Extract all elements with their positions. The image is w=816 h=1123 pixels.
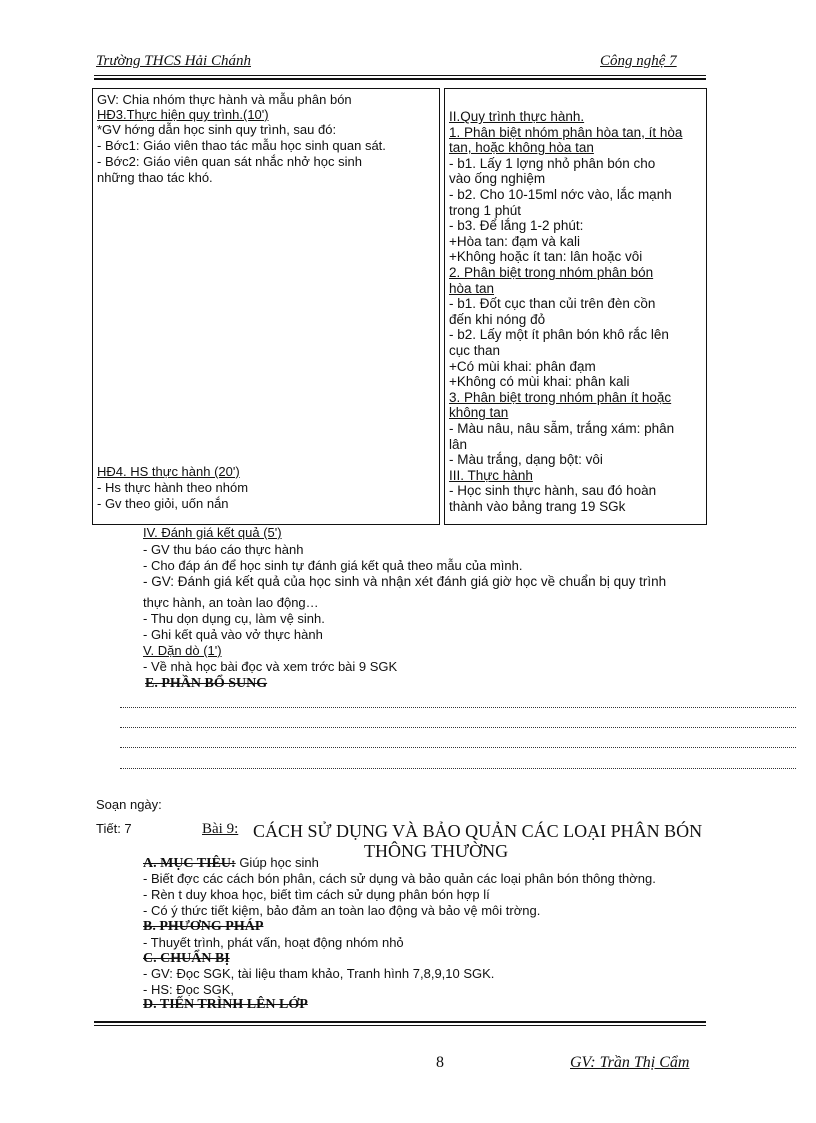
header-rule-top (94, 75, 706, 76)
hd4-item: - Gv theo giỏi, uốn nắn (97, 496, 229, 511)
header-subject: Công nghệ 7 (600, 53, 677, 69)
right-line: +Không có mùi khai: phân kali (449, 374, 630, 390)
right-line: thành vào bảng trang 19 SGk (449, 499, 626, 514)
header-school: Trường THCS Hải Chánh (96, 53, 251, 69)
right-line: III. Thực hành (449, 467, 533, 483)
page-number: 8 (436, 1054, 444, 1071)
right-line: cục than (449, 343, 501, 358)
right-line: 1. Phân biệt nhóm phân hòa tan, ít hòa (449, 124, 683, 140)
right-line: +Hòa tan: đạm và kali (449, 233, 580, 249)
left-line: GV: Chia nhóm thực hành và mẫu phân bón (97, 92, 352, 107)
right-line: II.Quy trình thực hành. (449, 109, 585, 124)
section-d: D. TIẾN TRÌNH LÊN LỚP (143, 997, 308, 1012)
right-line: +Có mùi khai: phân đạm (449, 358, 596, 374)
lesson-title: CÁCH SỬ DỤNG VÀ BẢO QUẢN CÁC LOẠI PHÂN BÓN (253, 821, 703, 841)
right-line: - Màu nâu, nâu sẫm, trắng xám: phân (449, 421, 675, 436)
section-b: B. PHƯƠNG PHÁP (143, 919, 264, 934)
right-line: 3. Phân biệt trong nhóm phân ít hoặc (449, 389, 672, 405)
right-line: không tan (449, 405, 509, 421)
objective-item: - Rèn t duy khoa học, biết tìm cách sử dụng phân bón hợp lí (143, 887, 490, 902)
footer-rule-bottom (94, 1025, 706, 1026)
right-line: 2. Phân biệt trong nhóm phân bón (449, 265, 654, 280)
prep-item: - HS: Đọc SGK, (143, 982, 235, 997)
left-line: những thao tác khó. (97, 170, 213, 185)
right-line: - b1. Đốt cục than củi trên đèn cồn (449, 296, 656, 312)
dotted-line (120, 727, 796, 728)
section-e: E. PHẦN BỔ SUNG (145, 676, 268, 691)
right-line: - b2. Lấy một ít phân bón khô rắc lên (449, 327, 669, 343)
right-line: hòa tan (449, 280, 495, 296)
section-v: V. Dặn dò (1') (143, 643, 222, 658)
right-line: tan, hoặc không hòa tan (449, 140, 594, 156)
body-line: - Về nhà học bài đọc và xem trớc bài 9 SGK (143, 659, 398, 674)
activity-table (92, 88, 707, 525)
body-line: - GV: Đánh giá kết quả của học sinh và nhận xét đánh giá giờ học về chuẩn bị quy trình (143, 574, 667, 589)
hd4-item: - Hs thực hành theo nhóm (97, 480, 249, 495)
student-activity-cell (445, 89, 707, 525)
left-line: *GV hớng dẫn học sinh quy trình, sau đó: (97, 122, 337, 137)
left-line: - Bớc1: Giáo viên thao tác mẫu học sinh quan sát. (97, 138, 386, 153)
section-iv: IV. Đánh giá kết quả (5') (143, 525, 282, 540)
section-a-tail: Giúp học sinh (235, 855, 319, 870)
right-line: lân (449, 436, 468, 452)
right-line: vào ống nghiệm (449, 171, 546, 187)
right-line: - b1. Lấy 1 lợng nhỏ phân bón cho (449, 155, 656, 171)
header-rule-bottom (94, 78, 706, 80)
body-line: - Ghi kết quả vào vở thực hành (143, 627, 323, 642)
right-line: - Màu trắng, dạng bột: vôi (449, 452, 603, 468)
section-a (143, 856, 319, 871)
lesson-number: Bài 9: (202, 821, 239, 837)
right-line: - b2. Cho 10-15ml nớc vào, lắc mạnh (449, 187, 672, 202)
objective-item: - Biết đợc các cách bón phân, cách sử dụng và bảo quản các loại phân bón thông thờng. (143, 871, 656, 886)
lesson-title-2: THÔNG THƯỜNG (364, 841, 509, 861)
footer-rule-top (94, 1021, 706, 1023)
soan-ngay: Soạn ngày: (96, 797, 162, 812)
right-line: trong 1 phút (449, 202, 522, 218)
left-line: - Bớc2: Giáo viên quan sát nhắc nhở học sinh (97, 154, 362, 169)
teacher-activity-cell (93, 89, 440, 525)
body-line: - Cho đáp án để học sinh tự đánh giá kết quả theo mẫu của mình. (143, 558, 523, 573)
right-line: - Học sinh thực hành, sau đó hoàn (449, 483, 657, 499)
body-line: - GV thu báo cáo thực hành (143, 542, 304, 557)
right-line: +Không hoặc ít tan: lân hoặc vôi (449, 249, 643, 265)
footer-teacher: GV: Trần Thị Cẩm (570, 1054, 690, 1071)
right-line: đến khi nóng đỏ (449, 311, 546, 327)
tiet: Tiết: 7 (96, 821, 132, 836)
left-line: HĐ3.Thực hiện quy trình.(10') (97, 107, 269, 122)
body-line: - Thu dọn dụng cụ, làm vệ sinh. (143, 611, 325, 626)
hd4-title: HĐ4. HS thực hành (20') (97, 464, 240, 479)
section-c: C. CHUẨN BỊ (143, 951, 230, 966)
dotted-line (120, 707, 796, 708)
objective-item: - Có ý thức tiết kiệm, bảo đảm an toàn lao động và bảo vệ môi trờng. (143, 903, 541, 918)
dotted-line (120, 768, 796, 769)
body-line: thực hành, an toàn lao động… (143, 595, 319, 610)
dotted-line (120, 747, 796, 748)
method-item: - Thuyết trình, phát vấn, hoạt động nhóm nhỏ (143, 935, 404, 950)
right-line: - b3. Để lắng 1-2 phút: (449, 218, 584, 234)
prep-item: - GV: Đọc SGK, tài liệu tham khảo, Tranh hình 7,8,9,10 SGK. (143, 966, 495, 981)
section-a-head: A. MỤC TIÊU: (143, 856, 236, 871)
